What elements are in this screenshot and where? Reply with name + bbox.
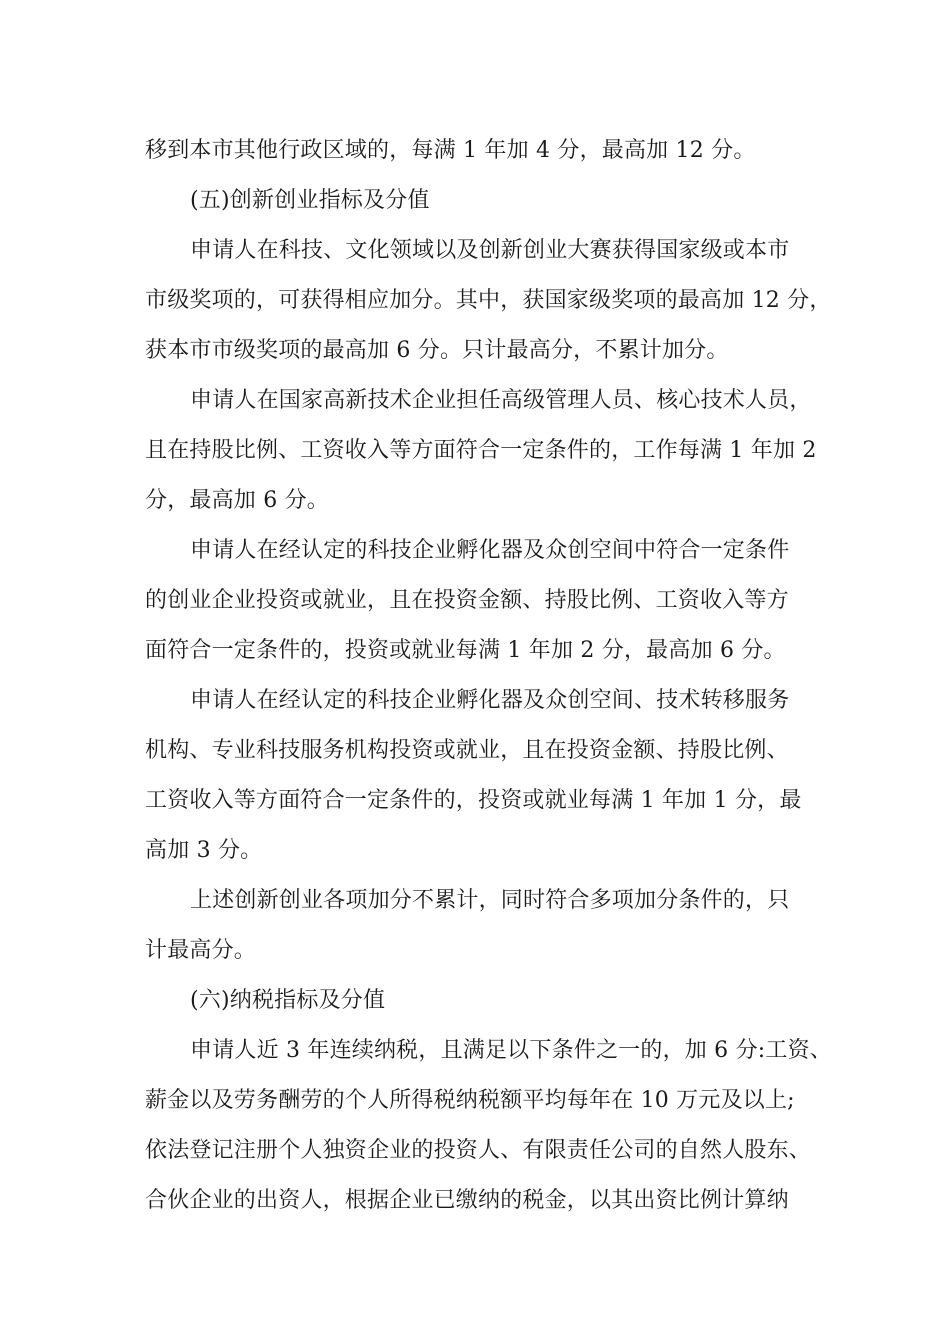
text-line: 申请人在科技、文化领域以及创新创业大赛获得国家级或本市 <box>190 238 790 263</box>
text-line: 且在持股比例、工资收入等方面符合一定条件的，工作每满 1 年加 2 <box>145 438 817 463</box>
text-line: 机构、专业科技服务机构投资或就业，且在投资金额、持股比例、 <box>145 738 789 763</box>
text-line: 合伙企业的出资人，根据企业已缴纳的税金，以其出资比例计算纳 <box>145 1188 789 1213</box>
text-line: 薪金以及劳务酬劳的个人所得税纳税额平均每年在 10 万元及以上; <box>145 1088 795 1113</box>
text-line: 申请人在国家高新技术企业担任高级管理人员、核心技术人员， <box>190 388 812 413</box>
text-line: 工资收入等方面符合一定条件的，投资或就业每满 1 年加 1 分，最 <box>145 788 802 813</box>
text-line: 面符合一定条件的，投资或就业每满 1 年加 2 分，最高加 6 分。 <box>145 638 786 663</box>
text-line: 的创业企业投资或就业，且在投资金额、持股比例、工资收入等方 <box>145 588 789 613</box>
section-heading: (六)纳税指标及分值 <box>190 988 386 1013</box>
text-line: 申请人在经认定的科技企业孵化器及众创空间中符合一定条件 <box>190 538 790 563</box>
text-line: 获本市市级奖项的最高加 6 分。只计最高分，不累计加分。 <box>145 338 729 363</box>
text-line: 申请人在经认定的科技企业孵化器及众创空间、技术转移服务 <box>190 688 790 713</box>
text-line: 申请人近 3 年连续纳税，且满足以下条件之一的，加 6 分:工资、 <box>190 1038 832 1063</box>
text-line: 高加 3 分。 <box>145 838 263 863</box>
text-line: 上述创新创业各项加分不累计，同时符合多项加分条件的，只 <box>190 888 790 913</box>
text-line: 分，最高加 6 分。 <box>145 488 329 513</box>
section-heading: (五)创新创业指标及分值 <box>190 188 430 213</box>
text-line: 计最高分。 <box>145 938 257 963</box>
text-line: 移到本市其他行政区域的，每满 1 年加 4 分，最高加 12 分。 <box>145 138 756 163</box>
text-line: 市级奖项的，可获得相应加分。其中，获国家级奖项的最高加 12 分， <box>145 288 832 313</box>
text-line: 依法登记注册个人独资企业的投资人、有限责任公司的自然人股东、 <box>145 1138 812 1163</box>
